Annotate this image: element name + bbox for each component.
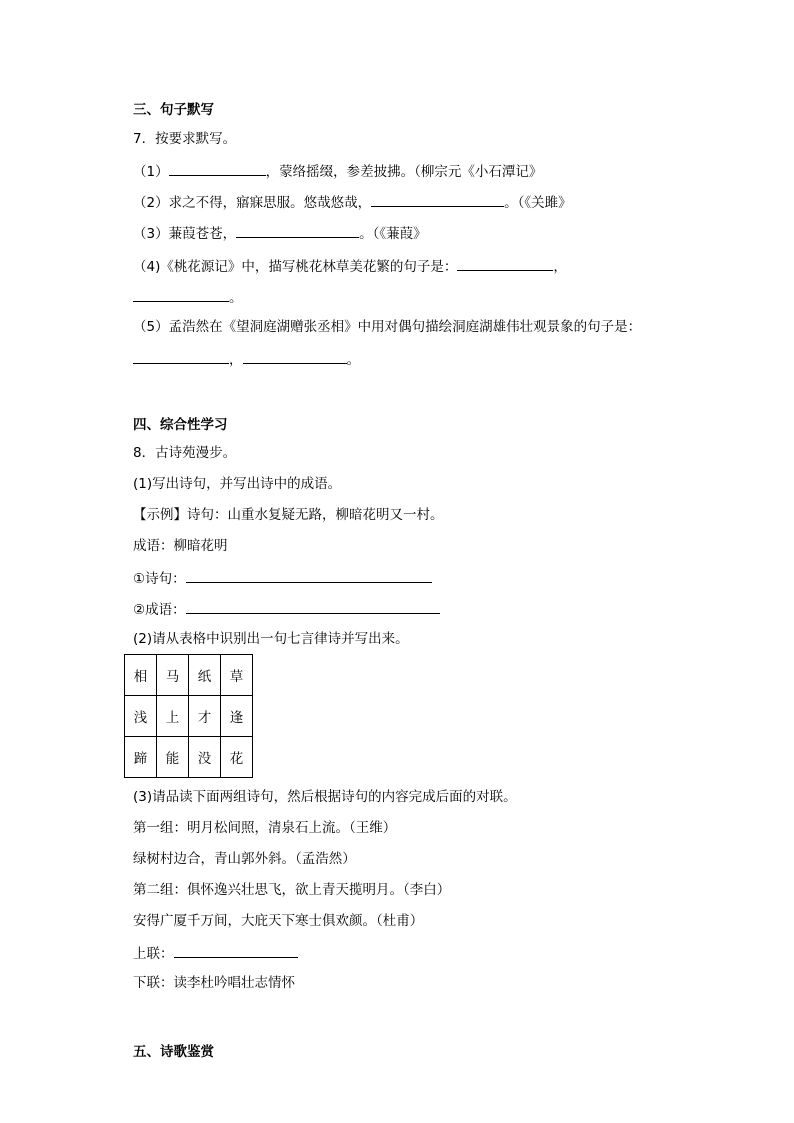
grid-cell: 浅 — [125, 696, 157, 737]
grid-cell: 纸 — [189, 655, 221, 696]
q8-answer-idiom: ②成语： — [133, 599, 440, 619]
answer-blank[interactable] — [371, 192, 504, 207]
grid-row — [125, 696, 253, 737]
section-4-heading: 四、综合性学习 — [133, 417, 228, 433]
question-7-stem: 7．按要求默写。 — [133, 131, 237, 147]
answer-blank[interactable] — [133, 287, 229, 302]
answer-blank[interactable] — [243, 349, 347, 364]
group-2-line-1: 第二组：俱怀逸兴壮思飞，欲上青天揽明月。（李白） — [133, 882, 451, 898]
answer-blank[interactable] — [186, 599, 440, 614]
answer-blank[interactable] — [186, 568, 432, 583]
grid-cell: 才 — [189, 696, 221, 737]
grid-cell: 没 — [189, 737, 221, 778]
q7-item-4: （4)《桃花源记》中，描写桃花林草美花繁的句子是： ， — [133, 256, 567, 276]
q7-item-3: （3）蒹葭苍苍， 。（《蒹葭》 — [133, 223, 427, 243]
q7-item-5-answers: ， 。 — [133, 349, 360, 369]
grid-cell: 逢 — [221, 696, 253, 737]
section-3-heading: 三、句子默写 — [133, 102, 214, 118]
q7-item-4-continuation: 。 — [133, 287, 243, 307]
question-8-stem: 8．古诗苑漫步。 — [133, 445, 237, 461]
q7-item-1: （1） ，蒙络摇缀，参差披拂。（柳宗元《小石潭记》 — [133, 161, 542, 181]
grid-row — [125, 655, 253, 696]
q8-part-3: (3)请品读下面两组诗句，然后根据诗句的内容完成后面的对联。 — [133, 789, 517, 805]
couplet-upper: 上联： — [133, 943, 298, 963]
q8-answer-verse: ①诗句： — [133, 568, 432, 588]
q8-example-idiom: 成语：柳暗花明 — [133, 538, 228, 554]
q7-item-2: （2）求之不得，寤寐思服。悠哉悠哉， 。（《关雎》 — [133, 192, 572, 212]
q8-part-2: (2)请从表格中识别出一句七言律诗并写出来。 — [133, 631, 409, 647]
grid-cell: 草 — [221, 655, 253, 696]
answer-blank[interactable] — [236, 223, 359, 238]
grid-cell: 上 — [157, 696, 189, 737]
grid-cell: 能 — [157, 737, 189, 778]
group-1-line-2: 绿树村边合，青山郭外斜。（孟浩然） — [133, 851, 356, 867]
couplet-lower: 下联：读李杜吟唱壮志情怀 — [133, 975, 295, 991]
answer-blank[interactable] — [133, 349, 229, 364]
grid-row — [125, 737, 253, 778]
grid-cell: 蹄 — [125, 737, 157, 778]
grid-cell: 相 — [125, 655, 157, 696]
q8-example: 【示例】诗句：山重水复疑无路，柳暗花明又一村。 — [133, 507, 444, 523]
group-1-line-1: 第一组：明月松间照，清泉石上流。（王维） — [133, 820, 397, 836]
answer-blank[interactable] — [174, 943, 298, 958]
grid-cell: 花 — [221, 737, 253, 778]
grid-cell: 马 — [157, 655, 189, 696]
section-5-heading: 五、诗歌鉴赏 — [133, 1044, 214, 1060]
character-grid — [124, 654, 253, 778]
group-2-line-2: 安得广厦千万间，大庇天下寒士俱欢颜。（杜甫） — [133, 913, 424, 929]
answer-blank[interactable] — [169, 161, 266, 176]
answer-blank[interactable] — [457, 256, 553, 271]
q7-item-5: （5）孟浩然在《望洞庭湖赠张丞相》中用对偶句描绘洞庭湖雄伟壮观景象的句子是： — [133, 319, 642, 335]
q8-part-1: (1)写出诗句，并写出诗中的成语。 — [133, 476, 342, 492]
